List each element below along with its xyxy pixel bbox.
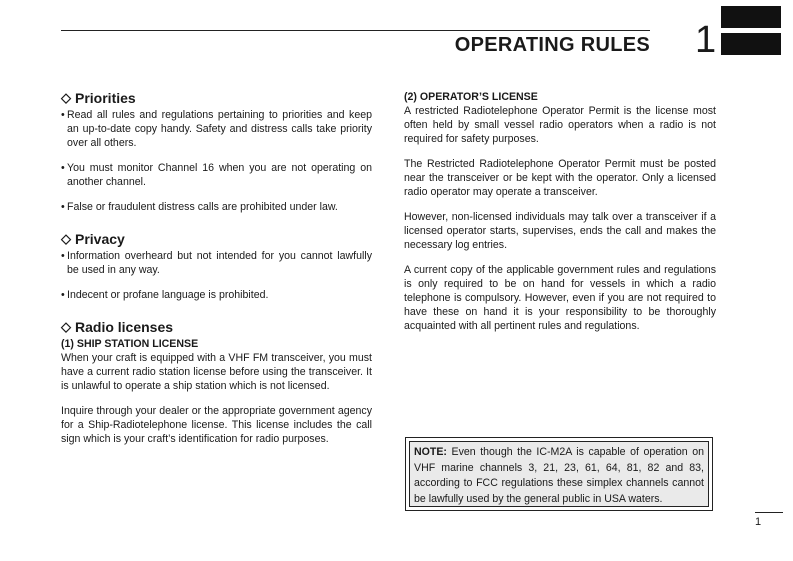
- list-item: • You must monitor Channel 16 when you are not operating on another channel.: [61, 162, 372, 188]
- paragraph: However, non-licensed individuals may talk over a transceiver if a licensed operator starts, supervises, ends the call and makes the necessary log entries.: [404, 211, 716, 251]
- list-item: • Information overheard but not intended for you cannot lawfully be used in any way.: [61, 250, 372, 276]
- priorities-heading: Priorities: [75, 90, 136, 106]
- diamond-icon: ◇: [61, 90, 71, 105]
- footer-rule: [755, 512, 783, 513]
- note-label: NOTE:: [414, 446, 447, 458]
- diamond-icon: ◇: [61, 231, 71, 246]
- page-title: OPERATING RULES: [454, 34, 650, 56]
- chapter-tab-marker: [721, 33, 781, 55]
- paragraph: Inquire through your dealer or the appropriate government agency for a Ship-Radiotelephone license. This license includes the call sign which is your craft’s identification for radio purposes.: [61, 405, 372, 445]
- sub-heading: (1) SHIP STATION LICENSE: [61, 338, 199, 350]
- paragraph: The Restricted Radiotelephone Operator Permit must be posted near the transceiver or be kept with the operator. Only a licensed radio operator may operate a transceiver.: [404, 158, 716, 198]
- chapter-number: 1: [695, 19, 717, 61]
- paragraph: A current copy of the applicable government rules and regulations is only required to be on hand for vessels in which a radio telephone is compulsory. However, even if you are not required to have these on hand it is your responsibility to be thoroughly acquainted with all pertinent rules and regulations.: [404, 264, 716, 332]
- note-text: Even though the IC-M2A is capable of operation on VHF marine channels 3, 21, 23, 61, 64, 81, 82 and 83, according to FCC regulations these simplex channels cannot be lawfully used by the general public in USA waters.: [414, 446, 704, 505]
- right-column: [404, 90, 716, 333]
- paragraph: When your craft is equipped with a VHF FM transceiver, you must have a current radio station license before using the transceiver. It is unlawful to operate a ship station which is not licensed.: [61, 352, 372, 392]
- list-item: • Read all rules and regulations pertaining to priorities and keep an up-to-date copy handy. Safety and distress calls take priority over all others.: [61, 109, 372, 149]
- privacy-heading: Privacy: [75, 231, 125, 247]
- section-heading: [61, 231, 372, 247]
- left-column: [61, 90, 372, 446]
- chapter-tab-marker: [721, 6, 781, 28]
- list-item: • Indecent or profane language is prohibited.: [61, 289, 269, 301]
- page-number: 1: [755, 516, 762, 528]
- sub-heading: (2) OPERATOR’S LICENSE: [404, 91, 538, 103]
- header-rule: [61, 30, 650, 31]
- radio-licenses-heading: Radio licenses: [75, 319, 174, 335]
- section-heading: [61, 319, 372, 335]
- list-item: • False or fraudulent distress calls are prohibited under law.: [61, 201, 338, 213]
- section-heading: [61, 90, 372, 106]
- diamond-icon: ◇: [61, 319, 71, 334]
- note-box: [409, 441, 709, 507]
- paragraph: A restricted Radiotelephone Operator Permit is the license most often held by small vessel radio operators when a radio is not required for safety purposes.: [404, 105, 716, 145]
